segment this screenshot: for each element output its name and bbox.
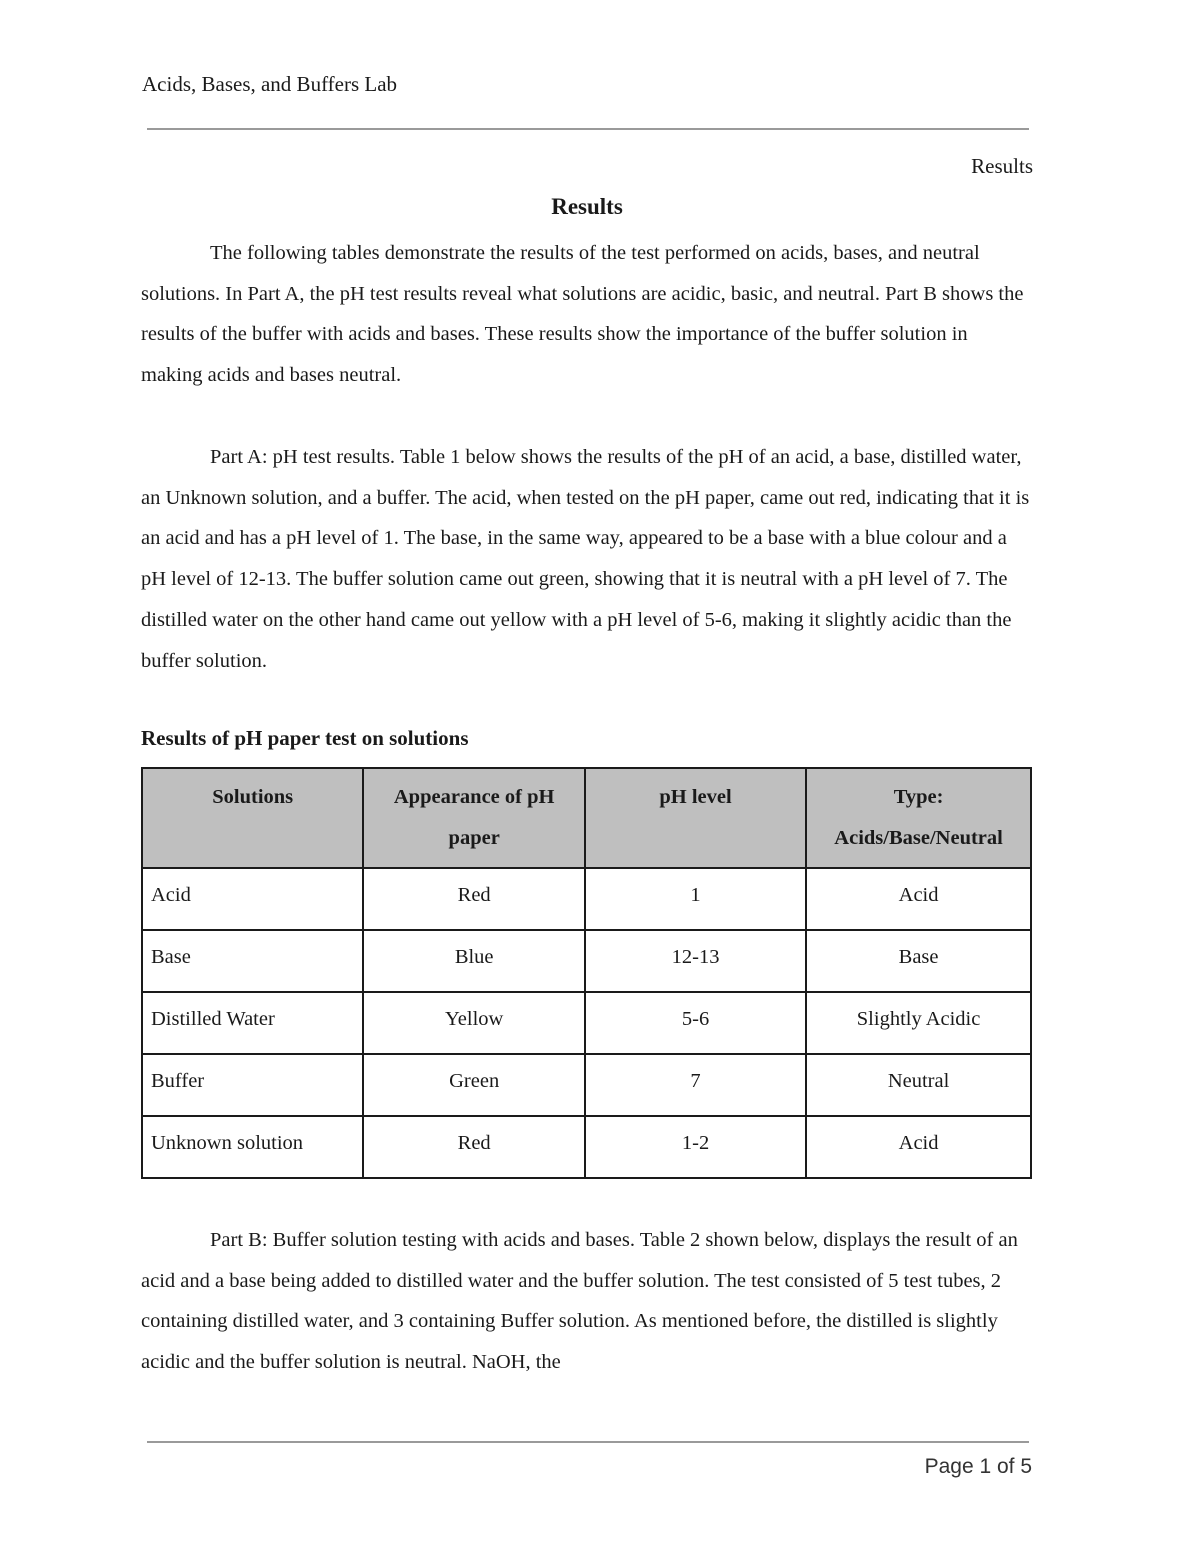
part-a-paragraph <box>141 437 1034 681</box>
header-cell: pH level <box>585 768 806 868</box>
intro-text: The following tables demonstrate the results of the test performed on acids, bases, and neutral solutions. In Part A, the pH test results reveal what solutions are acidic, basic, and neutral. Part B shows the results of the buffer with acids and bases. These results show the importance of the buffer solution in making acids and bases neutral. <box>141 242 1024 387</box>
table-cell: 5-6 <box>585 992 806 1054</box>
header-cell: Solutions <box>142 768 363 868</box>
table-cell: Acid <box>806 1116 1031 1178</box>
table-cell: Red <box>363 1116 585 1178</box>
document-header-title: Acids, Bases, and Buffers Lab <box>142 72 398 96</box>
header-cell: Type: Acids/Base/Neutral <box>806 768 1031 868</box>
table-row <box>142 992 1031 1054</box>
table-cell: Base <box>806 930 1031 992</box>
footer-divider <box>147 1441 1029 1443</box>
table-cell: 12-13 <box>585 930 806 992</box>
part-a-text: Part A: pH test results. Table 1 below shows the results of the pH of an acid, a base, distilled water, an Unknown solution, and a buffer. The acid, when tested on the pH paper, came out red, indicating that it is an acid and has a pH level of 1. The base, in the same way, appeared to be a base with a blue colour and a pH level of 12-13. The buffer solution came out green, showing that it is neutral with a pH level of 7. The distilled water on the other hand came out yellow with a pH level of 5-6, making it slightly acidic than the buffer solution. <box>141 446 1030 672</box>
table-row <box>142 868 1031 930</box>
table-cell: Distilled Water <box>142 992 363 1054</box>
ph-results-table <box>141 767 1032 1179</box>
table-cell: Red <box>363 868 585 930</box>
table-row <box>142 930 1031 992</box>
table-cell: Acid <box>806 868 1031 930</box>
header-divider <box>147 128 1029 130</box>
running-head: Results <box>971 154 1033 178</box>
table-header-row <box>142 768 1031 868</box>
table-cell: Yellow <box>363 992 585 1054</box>
table-row <box>142 1054 1031 1116</box>
page-number: Page 1 of 5 <box>924 1455 1032 1478</box>
table-row <box>142 1116 1031 1178</box>
section-title: Results <box>551 194 623 219</box>
table-caption: Results of pH paper test on solutions <box>141 726 469 750</box>
table-cell: 1 <box>585 868 806 930</box>
table-cell: Slightly Acidic <box>806 992 1031 1054</box>
intro-paragraph <box>141 233 1034 396</box>
table-cell: Acid <box>142 868 363 930</box>
table-cell: 7 <box>585 1054 806 1116</box>
table-cell: Buffer <box>142 1054 363 1116</box>
table-cell: Green <box>363 1054 585 1116</box>
table-cell: Unknown solution <box>142 1116 363 1178</box>
table-cell: Neutral <box>806 1054 1031 1116</box>
table-cell: Blue <box>363 930 585 992</box>
table-cell: Base <box>142 930 363 992</box>
part-b-paragraph <box>141 1220 1034 1383</box>
part-b-text: Part B: Buffer solution testing with acids and bases. Table 2 shown below, displays the result of an acid and a base being added to distilled water and the buffer solution. The test consisted of 5 test tubes, 2 containing distilled water, and 3 containing Buffer solution. As mentioned before, the distilled is slightly acidic and the buffer solution is neutral. NaOH, the <box>141 1229 1018 1374</box>
table-cell: 1-2 <box>585 1116 806 1178</box>
header-cell: Appearance of pH paper <box>363 768 585 868</box>
